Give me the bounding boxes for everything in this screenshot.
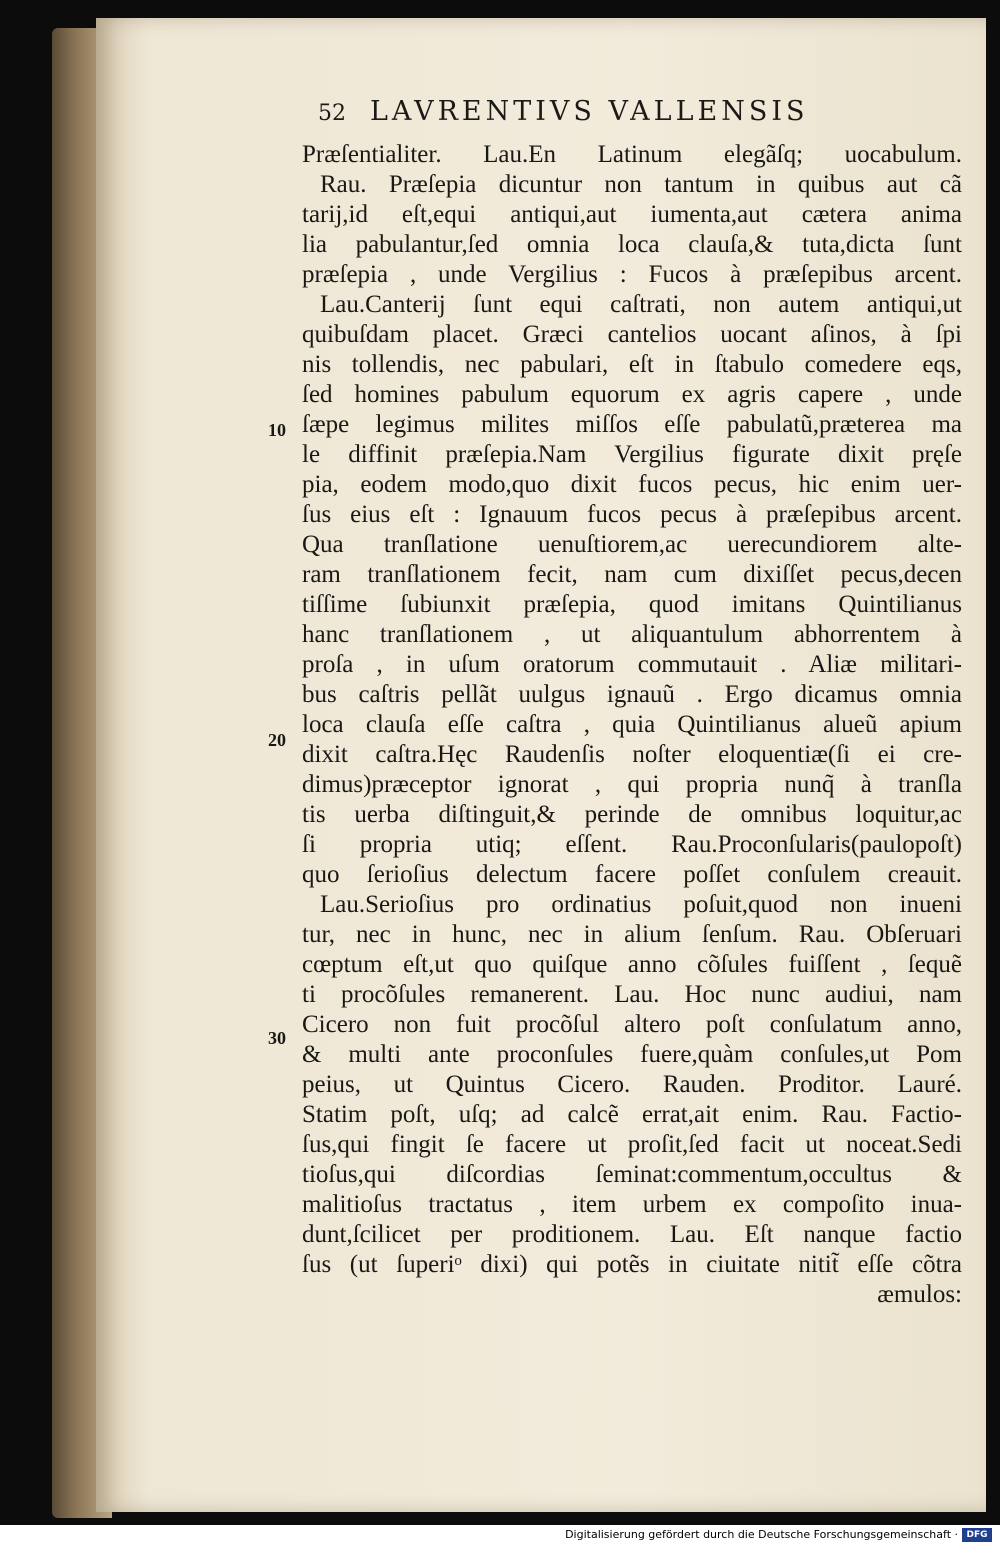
text-line: ſus eius eſt : Ignauum fucos pecus à præſepibus arcent. xyxy=(302,501,962,528)
text-line: Lau.Canterij ſunt equi caſtrati, non autem antiqui,ut xyxy=(320,291,962,318)
footer-bar xyxy=(0,1525,1000,1546)
text-line: dimus)præceptor ignorat , qui propria nunq̃ à tranſla xyxy=(302,771,962,798)
text-line: Qua tranſlatione uenuſtiorem,ac uerecundiorem alte- xyxy=(302,531,962,558)
text-line: loca clauſa eſſe caſtra , quia Quintilianus alueũ apium xyxy=(302,711,962,738)
text-line: tur, nec in hunc, nec in alium ſenſum. Rau. Obſeruari xyxy=(302,921,962,948)
text-line: pia, eodem modo,quo dixit fucos pecus, hic enim uer- xyxy=(302,471,962,498)
text-line: hanc tranſlationem , ut aliquantulum abhorrentem à xyxy=(302,621,962,648)
margin-line-number: 20 xyxy=(268,730,286,750)
text-line: nis tollendis, nec pabulari, eſt in ſtabulo comedere eqs, xyxy=(302,351,962,378)
text-line: ti procõſules remanerent. Lau. Hoc nunc audiui, nam xyxy=(302,981,962,1008)
margin-line-number: 10 xyxy=(268,420,286,440)
text-line: tiſſime ſubiunxit præſepia, quod imitans Quintilianus xyxy=(302,591,962,618)
text-line: Cicero non fuit procõſul altero poſt conſulatum anno, xyxy=(302,1011,962,1038)
text-line: bus caſtris pellãt uulgus ignauũ . Ergo dicamus omnia xyxy=(302,681,962,708)
text-line: æmulos: xyxy=(877,1281,962,1308)
page-number: 52 xyxy=(318,101,346,126)
digitization-credit: Digitalisierung gefördert durch die Deutsche Forschungsgemeinschaft · xyxy=(565,1528,958,1541)
text-line: lia pabulantur,ſed omnia loca clauſa,& tuta,dicta ſunt xyxy=(302,231,962,258)
text-line: tarij,id eſt,equi antiqui,aut iumenta,aut cætera anima xyxy=(302,201,962,228)
text-line: Lau.Serioſius pro ordinatius poſuit,quod non inueni xyxy=(320,891,962,918)
text-line: dixit caſtra.Hęc Raudenſis noſter eloquentiæ(ſi ei cre- xyxy=(302,741,962,768)
text-line: Præſentialiter. Lau.En Latinum elegãſq; uocabulum. xyxy=(302,141,962,168)
body-text xyxy=(302,140,962,1310)
text-line: ſi propria utiq; eſſent. Rau.Proconſularis(paulopoſt) xyxy=(302,831,962,858)
text-line: malitioſus tractatus , item urbem ex compoſito inua- xyxy=(302,1191,962,1218)
margin-line-number: 30 xyxy=(268,1028,286,1048)
text-line: ram tranſlationem fecit, nam cum dixiſſet pecus,decen xyxy=(302,561,962,588)
text-line: proſa , in uſum oratorum commutauit . Aliæ militari- xyxy=(302,651,962,678)
text-line: Rau. Præſepia dicuntur non tantum in quibus aut cã xyxy=(320,171,962,198)
text-line: dunt,ſcilicet per proditionem. Lau. Eſt nanque factio xyxy=(302,1221,962,1248)
text-line: le diffinit præſepia.Nam Vergilius figurate dixit pręſe xyxy=(302,441,962,468)
text-line: quibuſdam placet. Græci cantelios uocant aſinos, à ſpi xyxy=(302,321,962,348)
text-line: præſepia , unde Vergilius : Fucos à præſepibus arcent. xyxy=(302,261,962,288)
text-line: ſed homines pabulum equorum ex agris capere , unde xyxy=(302,381,962,408)
dfg-logo: DFG xyxy=(962,1528,992,1542)
text-line: ſæpe legimus milites miſſos eſſe pabulatũ,præterea ma xyxy=(302,411,962,438)
text-line: quo ſerioſius delectum facere poſſet conſulem creauit. xyxy=(302,861,962,888)
text-line: ſus (ut ſuperiᵒ dixi) qui potẽs in ciuitate nitit̃ eſſe cõtra xyxy=(302,1251,962,1278)
text-line: & multi ante proconſules fuere,quàm conſules,ut Pom xyxy=(302,1041,962,1068)
text-line: tis uerba diſtinguit,& perinde de omnibus loquitur,ac xyxy=(302,801,962,828)
text-line: peius, ut Quintus Cicero. Rauden. Proditor. Lauré. xyxy=(302,1071,962,1098)
running-title: LAVRENTIVS VALLENSIS xyxy=(370,96,809,127)
text-line: ſus,qui fingit ſe facere ut proſit,ſed facit ut noceat.Sedi xyxy=(302,1131,962,1158)
text-line: tioſus,qui diſcordias ſeminat:commentum,occultus & xyxy=(302,1161,962,1188)
text-line: cœptum eſt,ut quo quiſque anno cõſules fuiſſent , ſequẽ xyxy=(302,951,962,978)
text-line: Statim poſt, uſq; ad calcẽ errat,ait enim. Rau. Factio- xyxy=(302,1101,962,1128)
running-head xyxy=(318,96,958,136)
